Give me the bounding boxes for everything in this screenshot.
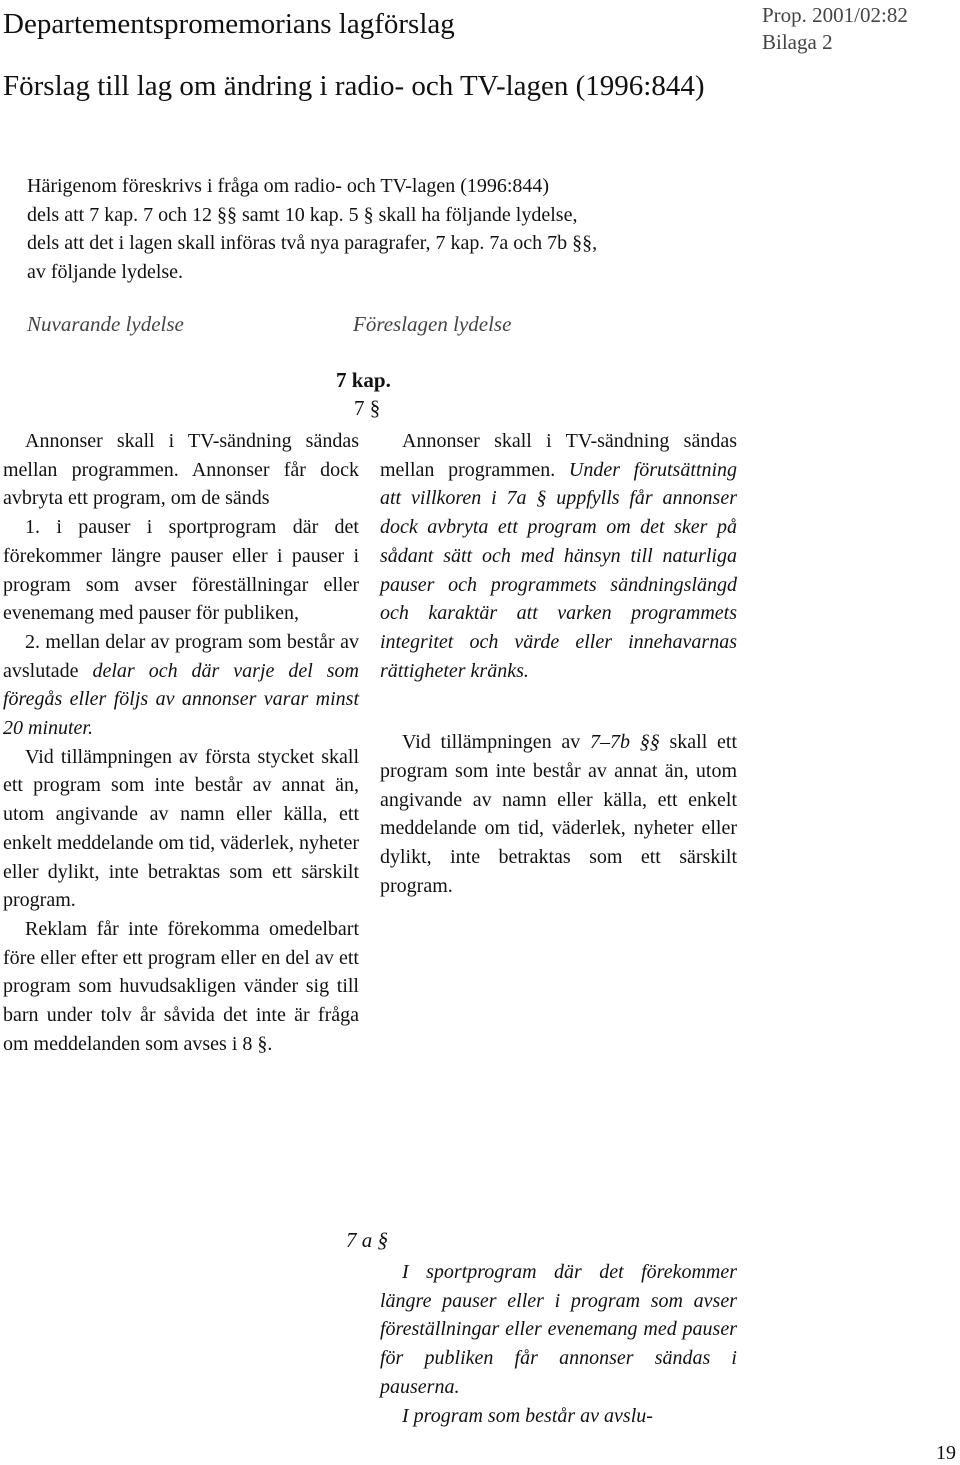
appendix-reference: Bilaga 2 (762, 30, 833, 54)
current-item-2-plain: 2. mellan delar av program som består av avslutade (3, 630, 359, 682)
proposed-paragraph-2-a: Vid tillämpningen av (402, 731, 590, 754)
intro-line-3: dels att det i lagen skall införas två nya paragrafer, 7 kap. 7a och 7b §§, (27, 232, 598, 255)
current-wording-column (3, 427, 359, 1058)
current-item-2 (3, 628, 359, 743)
proposed-paragraph-2-italic: 7–7b §§ (590, 731, 660, 754)
paragraph-spacer (380, 685, 737, 728)
section-heading-7: 7 § (354, 396, 381, 420)
column-heading-current: Nuvarande lydelse (27, 312, 184, 336)
section-7a-paragraph-2: I program som består av avslu- (402, 1404, 653, 1427)
section-7a-column (380, 1258, 737, 1430)
section-heading-7a: 7 a § (346, 1228, 388, 1252)
chapter-heading: 7 kap. (336, 368, 391, 392)
current-paragraph-2: Vid tillämpningen av första stycket skall ett program som inte består av annat än, utom angivande av namn eller källa, ett enkelt meddelande om tid, väderlek, nyheter eller dylikt, inte betraktas som ett särskilt program. (3, 745, 359, 912)
current-paragraph-1: Annonser skall i TV-sändning sändas mellan programmen. Annonser får dock avbryta ett program, om de sänds (3, 430, 359, 510)
proposed-wording-column (380, 427, 737, 901)
proposed-paragraph-2-b: skall ett program som inte består av annat än, utom angivande av namn eller källa, ett enkelt meddelande om tid, väderlek, nyheter eller dylikt, inte betraktas som ett särskilt program. (380, 731, 737, 897)
law-title: Förslag till lag om ändring i radio- och TV-lagen (1996:844) (3, 70, 705, 102)
proposed-paragraph-1 (380, 427, 737, 685)
page-heading: Departementspromemorians lagförslag (3, 8, 455, 40)
intro-text (27, 172, 727, 287)
proposition-reference: Prop. 2001/02:82 (762, 3, 908, 27)
proposed-paragraph-1-italic: Under förutsättning att villkoren i 7a § uppfylls får annonser dock avbryta ett program om det sker på sådant sätt och med hänsyn till naturliga pauser och programmets sändningslängd och karaktär att varken programmets integritet och värde eller innehavarnas rättigheter kränks. (380, 458, 737, 682)
section-7a-paragraph-1: I sportprogram där det förekommer längre pauser eller i program som avser föreställningar eller evenemang med pauser för publiken får annonser sändas i pauserna. (380, 1261, 737, 1398)
intro-line-2: dels att 7 kap. 7 och 12 §§ samt 10 kap. 5 § skall ha följande lydelse, (27, 203, 578, 226)
proposed-paragraph-2 (380, 728, 737, 900)
current-item-2-italic: delar och där varje del som föregås eller följs av annonser varar minst 20 minuter. (3, 659, 359, 740)
intro-line-4: av följande lydelse. (27, 261, 184, 284)
page-number: 19 (936, 1442, 956, 1464)
intro-line-1: Härigenom föreskrivs i fråga om radio- och TV-lagen (1996:844) (27, 175, 550, 197)
column-heading-proposed: Föreslagen lydelse (353, 312, 512, 336)
current-item-1: 1. i pauser i sportprogram där det förekommer längre pauser eller i pauser i program som avser föreställningar eller evenemang med pauser för publiken, (3, 516, 359, 625)
proposed-paragraph-1-plain: Annonser skall i TV-sändning sändas mellan programmen. (380, 430, 737, 481)
current-paragraph-3: Reklam får inte förekomma omedelbart före eller efter ett program eller en del av ett program som huvudsakligen vänder sig till barn under tolv år såvida det inte är fråga om meddelanden som avses i 8 §. (3, 917, 359, 1055)
